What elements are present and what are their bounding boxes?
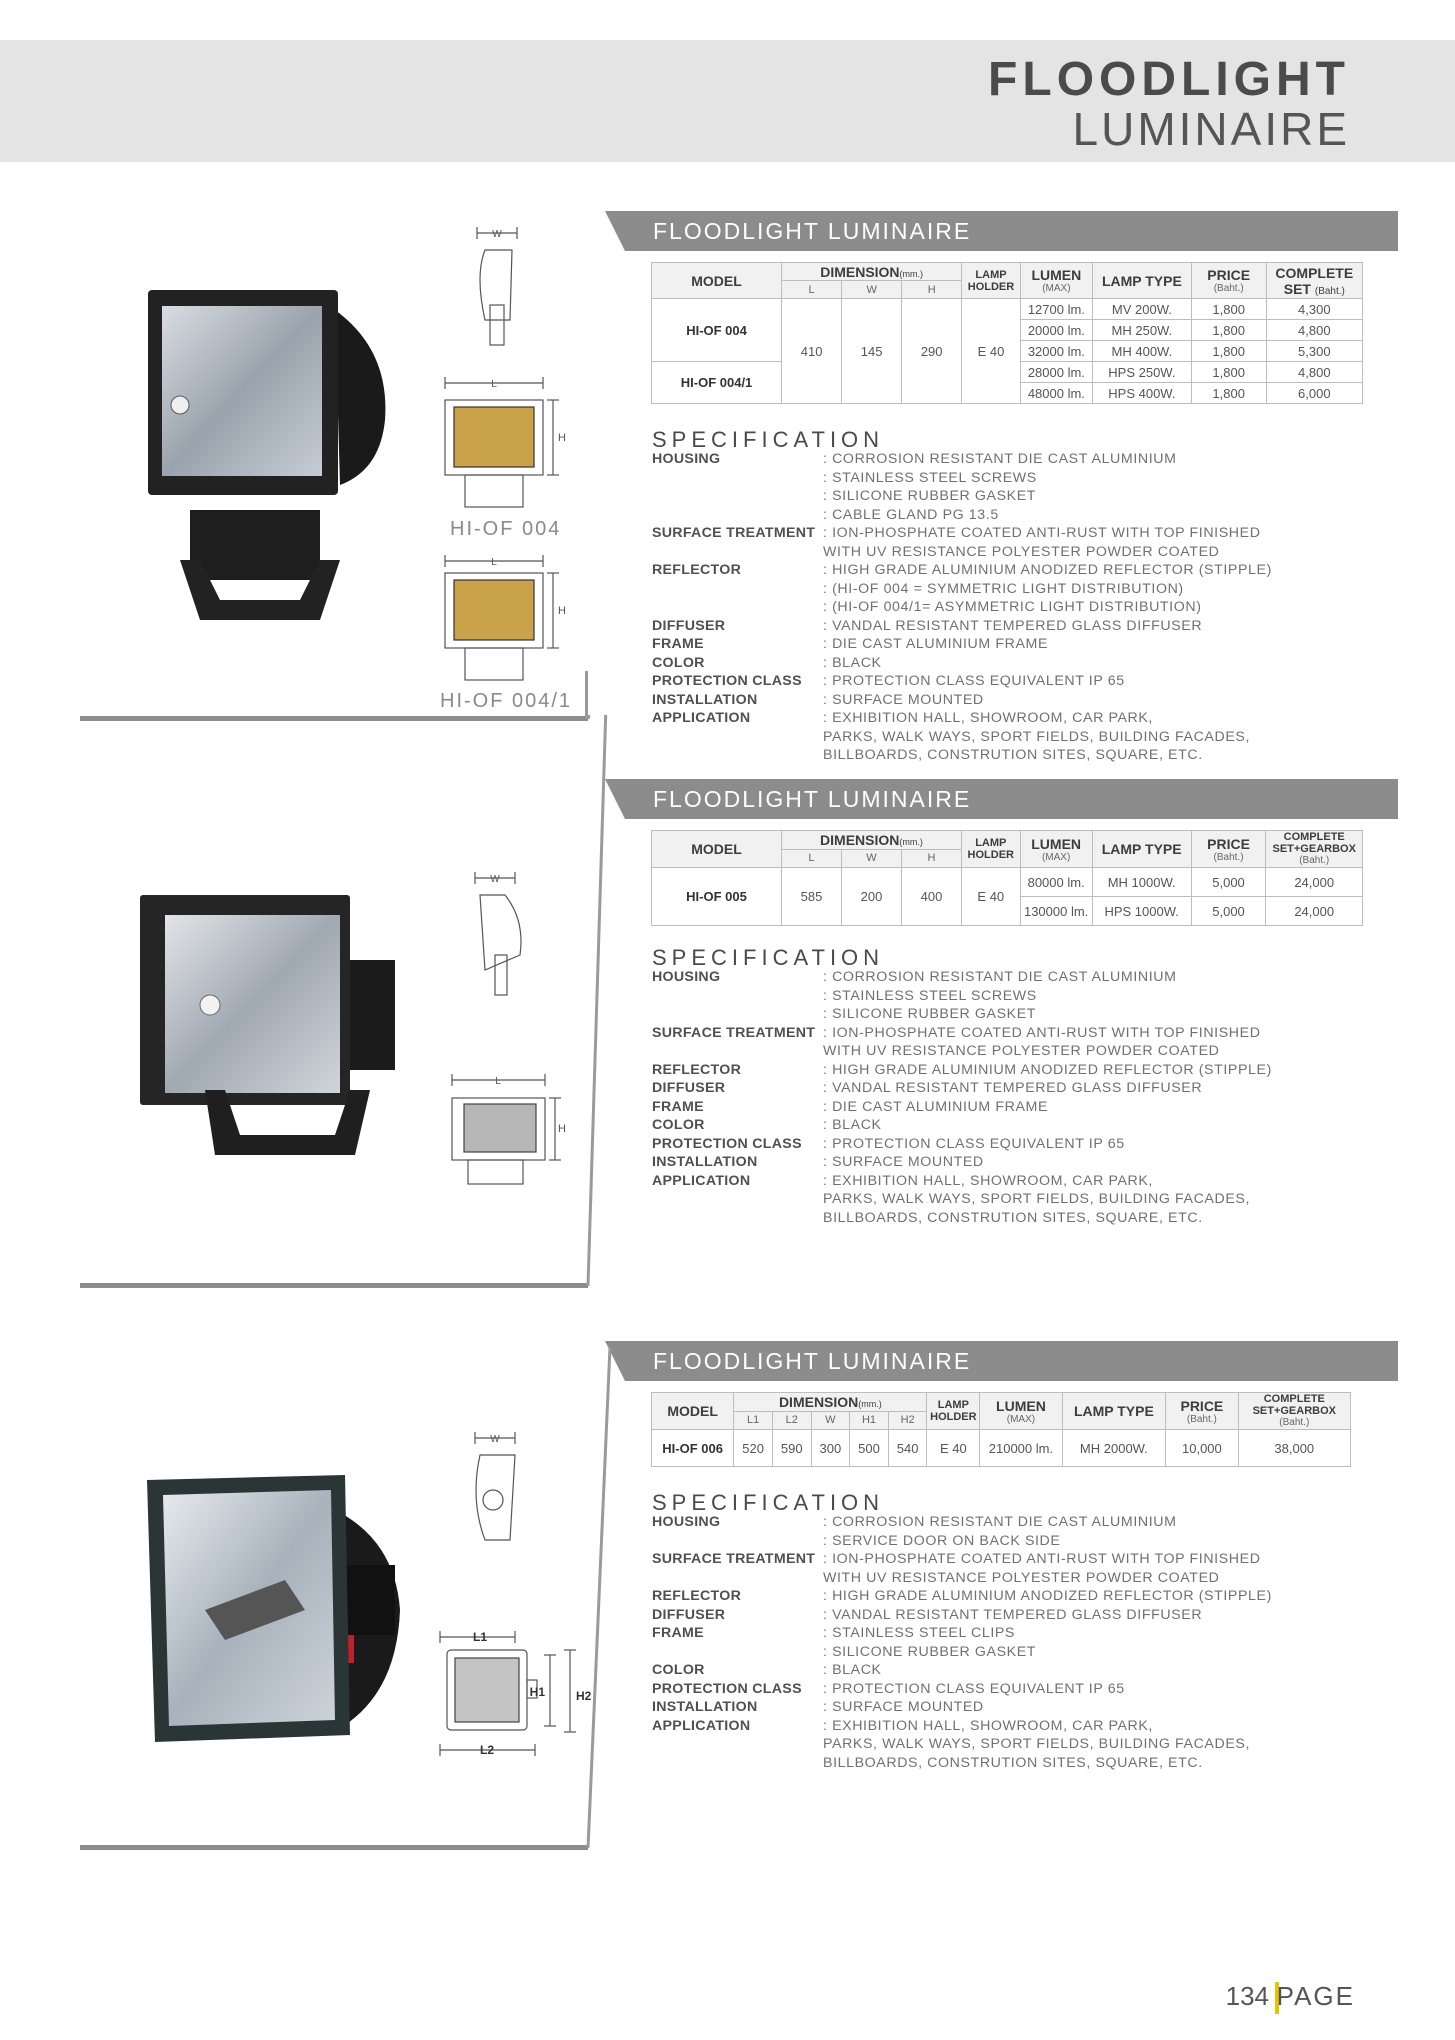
spec-value: : PROTECTION CLASS EQUIVALENT IP 65 [823, 673, 1125, 689]
col-H: H [902, 281, 962, 299]
col-price: PRICE (Baht.) [1191, 263, 1266, 299]
cell-lumen: 28000 lm. [1020, 362, 1092, 383]
divider-diagonal [585, 671, 588, 719]
spec-value: : ION-PHOSPHATE COATED ANTI-RUST WITH TOP FINISHED [823, 1024, 1261, 1041]
cell-holder: E 40 [962, 299, 1021, 404]
spec-value: : BLACK [823, 1662, 882, 1678]
cell-L2: 590 [772, 1430, 811, 1467]
col-L1: L1 [734, 1411, 773, 1430]
page-header [0, 40, 1455, 162]
spec-value: BILLBOARDS, CONSTRUTION SITES, SQUARE, ETC. [823, 1209, 1203, 1226]
section-bar-title: FLOODLIGHT LUMINAIRE [625, 211, 1398, 251]
spec-label: SURFACE TREATMENT [652, 1024, 816, 1041]
floodlight-photo [135, 1470, 425, 1750]
cell-lamp: MV 200W. [1092, 299, 1191, 320]
spec-value: : ION-PHOSPHATE COATED ANTI-RUST WITH TOP FINISHED [823, 1551, 1261, 1567]
col-price: PRICE (Baht.) [1166, 1393, 1238, 1430]
cell-lamp: MH 2000W. [1062, 1430, 1166, 1467]
cell-H: 400 [901, 868, 961, 926]
cell-lamp: HPS 400W. [1092, 383, 1191, 404]
svg-text:L1: L1 [472, 1630, 488, 1644]
spec-value: PARKS, WALK WAYS, SPORT FIELDS, BUILDING FACADES, [823, 1736, 1251, 1752]
svg-text:L2: L2 [479, 1743, 495, 1757]
spec-value: : SILICONE RUBBER GASKET [823, 1643, 1037, 1660]
cell-complete: 4,800 [1266, 362, 1362, 383]
spec-label: FRAME [652, 636, 704, 652]
col-lamp-type: LAMP TYPE [1092, 263, 1191, 299]
cell-complete: 38,000 [1238, 1430, 1350, 1467]
spec-label: INSTALLATION [652, 1699, 758, 1715]
spec-label: DIFFUSER [652, 617, 726, 634]
cell-price: 1,800 [1191, 383, 1266, 404]
spec-value: : HIGH GRADE ALUMINIUM ANODIZED REFLECTOR (STIPPLE) [823, 1588, 1272, 1604]
col-model: MODEL [652, 831, 782, 868]
spec-label: PROTECTION CLASS [652, 1680, 802, 1697]
spec-value: : SILICONE RUBBER GASKET [823, 1006, 1037, 1022]
spec-value: : PROTECTION CLASS EQUIVALENT IP 65 [823, 1135, 1125, 1152]
cell-complete: 5,300 [1266, 341, 1362, 362]
col-complete-set: COMPLETE SET (Baht.) [1266, 263, 1362, 299]
col-lamp-type: LAMP TYPE [1092, 831, 1191, 868]
cell-price: 10,000 [1166, 1430, 1238, 1467]
spec-label: SURFACE TREATMENT [652, 525, 816, 541]
model-cell: HI-OF 005 [652, 868, 782, 926]
spec-value: BILLBOARDS, CONSTRUTION SITES, SQUARE, ETC. [823, 1754, 1203, 1771]
dimension-drawing [440, 870, 580, 1190]
spec-value: : CORROSION RESISTANT DIE CAST ALUMINIUM [823, 969, 1177, 985]
spec-value: : BLACK [823, 1117, 882, 1133]
product-table [651, 262, 1363, 404]
spec-value: : STAINLESS STEEL CLIPS [823, 1625, 1015, 1641]
cell-W: 300 [811, 1430, 850, 1467]
spec-label: COLOR [652, 1117, 705, 1133]
col-H2: H2 [888, 1411, 927, 1430]
cell-holder: E 40 [962, 868, 1021, 926]
spec-label: APPLICATION [652, 1172, 751, 1189]
section-bar-title: FLOODLIGHT LUMINAIRE [625, 1341, 1398, 1381]
caption-hi-of-004: HI-OF 004 [450, 518, 562, 540]
col-lumen: LUMEN (MAX) [1020, 263, 1092, 299]
cell-lumen: 48000 lm. [1020, 383, 1092, 404]
page-word: PAGE [1276, 1981, 1355, 2011]
section-bar-title: FLOODLIGHT LUMINAIRE [625, 779, 1398, 819]
model-cell: HI-OF 004 [652, 299, 782, 362]
spec-value: PARKS, WALK WAYS, SPORT FIELDS, BUILDING FACADES, [823, 1191, 1251, 1207]
spec-label: PROTECTION CLASS [652, 1135, 802, 1152]
caption-hi-of-004-1: HI-OF 004/1 [440, 690, 573, 712]
spec-value: WITH UV RESISTANCE POLYESTER POWDER COATED [823, 543, 1220, 560]
spec-value: : SILICONE RUBBER GASKET [823, 488, 1037, 504]
cell-complete: 6,000 [1266, 383, 1362, 404]
spec-label: DIFFUSER [652, 1606, 726, 1623]
cell-lamp: MH 400W. [1092, 341, 1191, 362]
spec-title: SPECIFICATION [652, 945, 885, 970]
spec-label: COLOR [652, 654, 705, 671]
spec-label: FRAME [652, 1098, 704, 1115]
spec-value: : EXHIBITION HALL, SHOWROOM, CAR PARK, [823, 1717, 1153, 1734]
cell-W: 200 [841, 868, 901, 926]
spec-label: REFLECTOR [652, 562, 742, 578]
col-L: L [782, 281, 842, 299]
spec-value: : SERVICE DOOR ON BACK SIDE [823, 1532, 1061, 1549]
model-cell: HI-OF 006 [652, 1430, 734, 1467]
product-table [651, 1392, 1351, 1467]
spec-value: : DIE CAST ALUMINIUM FRAME [823, 636, 1049, 652]
spec-value: : VANDAL RESISTANT TEMPERED GLASS DIFFUSER [823, 1606, 1203, 1623]
svg-text:H: H [558, 605, 566, 617]
col-lamp-type: LAMP TYPE [1062, 1393, 1166, 1430]
cell-lumen: 20000 lm. [1020, 320, 1092, 341]
col-complete-set: COMPLETE SET+GEARBOX (Baht.) [1266, 831, 1363, 868]
spec-value: : STAINLESS STEEL SCREWS [823, 987, 1037, 1004]
col-H: H [901, 849, 961, 868]
cell-lumen: 130000 lm. [1020, 897, 1092, 926]
svg-text:L: L [491, 557, 497, 568]
cell-L: 410 [782, 299, 842, 404]
spec-label: REFLECTOR [652, 1061, 742, 1078]
spec-value: : (HI-OF 004/1= ASYMMETRIC LIGHT DISTRIBUTION) [823, 599, 1202, 615]
col-lamp-holder: LAMP HOLDER [927, 1393, 980, 1430]
cell-price: 1,800 [1191, 362, 1266, 383]
spec-value: BILLBOARDS, CONSTRUTION SITES, SQUARE, ETC. [823, 747, 1203, 763]
col-lamp-holder: LAMP HOLDER [962, 831, 1021, 868]
spec-label: FRAME [652, 1625, 704, 1641]
spec-label: INSTALLATION [652, 1154, 758, 1170]
cell-lamp: MH 1000W. [1092, 868, 1191, 897]
spec-value: WITH UV RESISTANCE POLYESTER POWDER COATED [823, 1569, 1220, 1586]
cell-price: 1,800 [1191, 299, 1266, 320]
spec-label: REFLECTOR [652, 1588, 742, 1604]
spec-value: : EXHIBITION HALL, SHOWROOM, CAR PARK, [823, 1172, 1153, 1189]
svg-text:H2: H2 [576, 1689, 592, 1703]
col-lumen: LUMEN (MAX) [980, 1393, 1062, 1430]
product-table [651, 830, 1363, 926]
header-title-bold: FLOODLIGHT [988, 53, 1350, 106]
col-lumen: LUMEN (MAX) [1020, 831, 1092, 868]
svg-text:H: H [558, 1123, 566, 1135]
cell-lumen: 12700 lm. [1020, 299, 1092, 320]
col-W: W [842, 281, 902, 299]
col-L2: L2 [772, 1411, 811, 1430]
spec-value: : HIGH GRADE ALUMINIUM ANODIZED REFLECTOR (STIPPLE) [823, 1061, 1272, 1078]
cell-lamp: MH 250W. [1092, 320, 1191, 341]
section-connectors [570, 715, 630, 1855]
spec-value: : PROTECTION CLASS EQUIVALENT IP 65 [823, 1680, 1125, 1697]
section-divider [80, 716, 588, 721]
spec-value: PARKS, WALK WAYS, SPORT FIELDS, BUILDING FACADES, [823, 728, 1251, 745]
cell-holder: E 40 [927, 1430, 980, 1467]
spec-value: : CABLE GLAND PG 13.5 [823, 506, 999, 523]
cell-lumen: 32000 lm. [1020, 341, 1092, 362]
spec-title: SPECIFICATION [652, 427, 885, 452]
spec-label: HOUSING [652, 969, 721, 985]
spec-label: INSTALLATION [652, 691, 758, 708]
spec-value: WITH UV RESISTANCE POLYESTER POWDER COATED [823, 1043, 1220, 1059]
cell-lumen: 80000 lm. [1020, 868, 1092, 897]
cell-W: 145 [842, 299, 902, 404]
cell-H1: 500 [850, 1430, 889, 1467]
cell-H: 290 [902, 299, 962, 404]
spec-value: : CORROSION RESISTANT DIE CAST ALUMINIUM [823, 451, 1177, 467]
svg-text:W: W [490, 874, 500, 885]
cell-complete: 4,800 [1266, 320, 1362, 341]
col-W: W [841, 849, 901, 868]
spec-value: : STAINLESS STEEL SCREWS [823, 469, 1037, 486]
spec-value: : SURFACE MOUNTED [823, 691, 984, 708]
cell-lamp: HPS 1000W. [1092, 897, 1191, 926]
dimension-drawing [440, 225, 580, 685]
spec-value: : DIE CAST ALUMINIUM FRAME [823, 1098, 1049, 1115]
spec-value: : EXHIBITION HALL, SHOWROOM, CAR PARK, [823, 710, 1153, 726]
col-price: PRICE (Baht.) [1191, 831, 1266, 868]
svg-text:H1: H1 [529, 1685, 545, 1699]
spec-value: : CORROSION RESISTANT DIE CAST ALUMINIUM [823, 1514, 1177, 1530]
cell-price: 1,800 [1191, 341, 1266, 362]
spec-label: COLOR [652, 1662, 705, 1678]
col-lamp-holder: LAMP HOLDER [962, 263, 1021, 299]
spec-title: SPECIFICATION [652, 1490, 885, 1515]
col-dimension: DIMENSION(mm.) [782, 263, 962, 281]
cell-H2: 540 [888, 1430, 927, 1467]
col-W: W [811, 1411, 850, 1430]
spec-value: : SURFACE MOUNTED [823, 1154, 984, 1170]
col-dimension: DIMENSION(mm.) [734, 1393, 927, 1412]
cell-complete: 24,000 [1266, 897, 1363, 926]
section-divider [80, 1283, 588, 1288]
cell-L: 585 [781, 868, 841, 926]
cell-complete: 24,000 [1266, 868, 1363, 897]
cell-L1: 520 [734, 1430, 773, 1467]
svg-text:W: W [490, 1434, 500, 1445]
spec-label: APPLICATION [652, 710, 751, 726]
spec-label: APPLICATION [652, 1717, 751, 1734]
cell-lamp: HPS 250W. [1092, 362, 1191, 383]
cell-price: 5,000 [1191, 897, 1266, 926]
svg-text:H: H [558, 432, 566, 444]
spec-value: : VANDAL RESISTANT TEMPERED GLASS DIFFUSER [823, 1080, 1203, 1096]
spec-value: : VANDAL RESISTANT TEMPERED GLASS DIFFUSER [823, 617, 1203, 634]
col-L: L [781, 849, 841, 868]
section-divider [80, 1845, 588, 1850]
col-H1: H1 [850, 1411, 889, 1430]
col-dimension: DIMENSION(mm.) [781, 831, 961, 850]
spec-value: : ION-PHOSPHATE COATED ANTI-RUST WITH TOP FINISHED [823, 525, 1261, 541]
floodlight-photo [140, 270, 410, 630]
spec-label: HOUSING [652, 451, 721, 467]
cell-price: 1,800 [1191, 320, 1266, 341]
spec-label: PROTECTION CLASS [652, 673, 802, 689]
svg-text:W: W [492, 229, 502, 240]
spec-value: : SURFACE MOUNTED [823, 1699, 984, 1715]
col-model: MODEL [652, 1393, 734, 1430]
cell-lumen: 210000 lm. [980, 1430, 1062, 1467]
spec-label: HOUSING [652, 1514, 721, 1530]
col-complete-set: COMPLETE SET+GEARBOX (Baht.) [1238, 1393, 1350, 1430]
svg-text:L: L [495, 1076, 501, 1087]
spec-label: SURFACE TREATMENT [652, 1551, 816, 1567]
header-title-light: LUMINAIRE [1072, 103, 1350, 155]
spec-label: DIFFUSER [652, 1080, 726, 1096]
svg-text:L: L [491, 379, 497, 390]
col-model: MODEL [652, 263, 782, 299]
cell-price: 5,000 [1191, 868, 1266, 897]
spec-value: : BLACK [823, 654, 882, 671]
cell-complete: 4,300 [1266, 299, 1362, 320]
floodlight-photo [135, 885, 425, 1165]
spec-value: : HIGH GRADE ALUMINIUM ANODIZED REFLECTOR (STIPPLE) [823, 562, 1272, 578]
spec-value: : (HI-OF 004 = SYMMETRIC LIGHT DISTRIBUTION) [823, 580, 1184, 597]
page-number-value: 134 [1225, 1981, 1269, 2011]
model-cell: HI-OF 004/1 [652, 362, 782, 404]
